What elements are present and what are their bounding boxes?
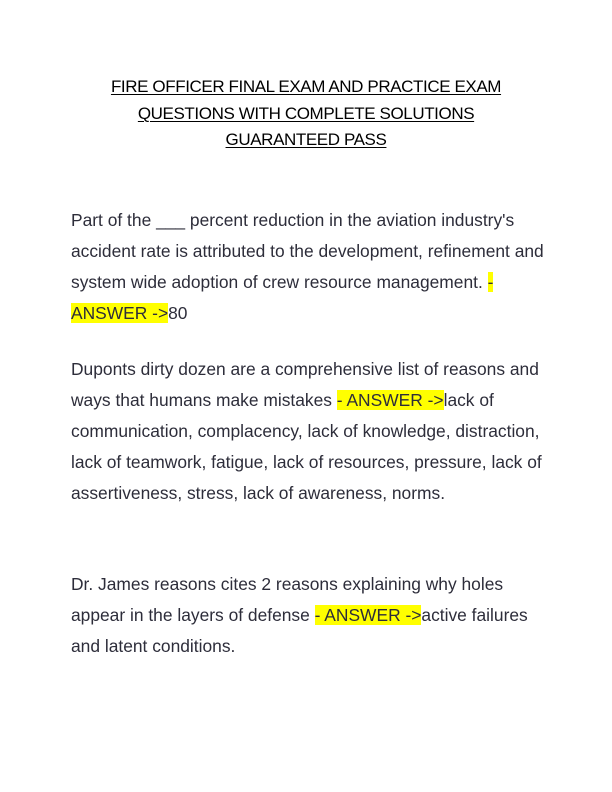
answer-text: 80: [168, 303, 188, 323]
title-line-3: GUARANTEED PASS: [225, 130, 387, 149]
title-line-1: FIRE OFFICER FINAL EXAM AND PRACTICE EXAM: [110, 77, 502, 96]
answer-marker: - ANSWER ->: [71, 272, 494, 323]
question-text: Dr. James reasons cites 2 reasons explaining why holes appear in the layers of defense: [71, 574, 504, 625]
question-text: Duponts dirty dozen are a comprehensive list of reasons and ways that humans make mistakes: [71, 359, 539, 410]
answer-marker: - ANSWER ->: [314, 605, 422, 625]
qa-item-1: [71, 205, 551, 329]
document-title: [0, 74, 612, 154]
answer-text: active failures and latent conditions.: [71, 605, 528, 656]
question-text: Part of the ___ percent reduction in the aviation industry's accident rate is attributed to the development, refinement and system wide adoption of crew resource management.: [71, 210, 544, 292]
answer-marker: - ANSWER ->: [336, 390, 444, 410]
answer-text: lack of communication, complacency, lack of knowledge, distraction, lack of teamwork, fatigue, lack of resources, pressure, lack of assertiveness, stress, lack of awareness, norms.: [71, 390, 542, 503]
qa-item-3: [71, 569, 551, 662]
qa-item-2: [71, 354, 551, 509]
title-line-2: QUESTIONS WITH COMPLETE SOLUTIONS: [137, 103, 475, 123]
